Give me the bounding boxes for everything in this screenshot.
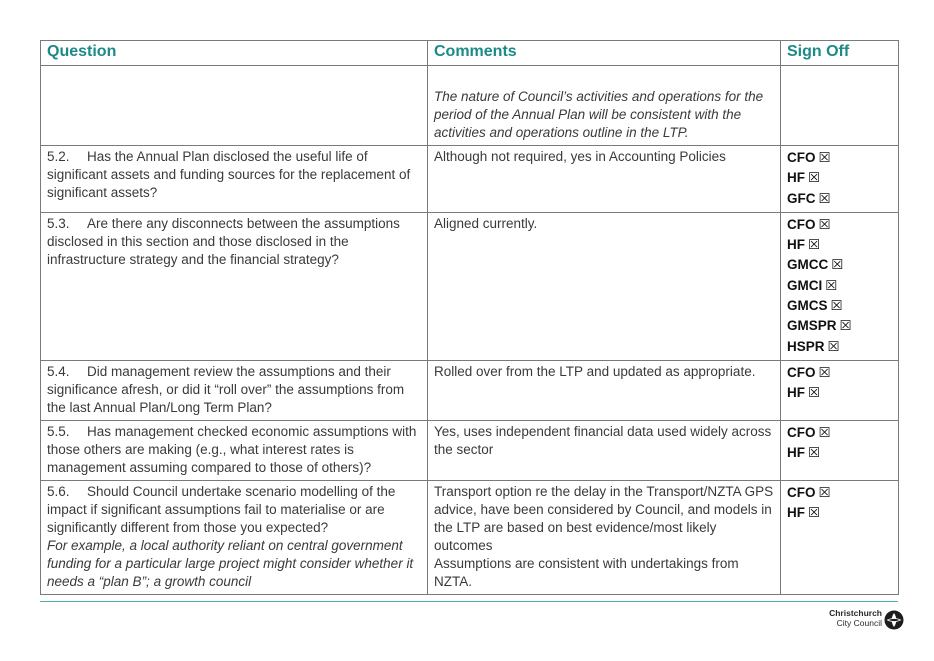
signoff-entry: [787, 443, 892, 463]
question-text: Are there any disconnects between the assumptions disclosed in this section and those disclosed in the infrastructure strategy and the financial strategy?: [47, 215, 400, 267]
signoff-entry: [787, 276, 892, 296]
table-row: [41, 480, 899, 594]
comment-text: Transport option re the delay in the Transport/NZTA GPS advice, have been considered by Council, and models in the LTP are based on best evidence/most likely outcomes: [434, 483, 774, 553]
checked-box-icon[interactable]: ☒: [827, 338, 840, 354]
table-header-row: [41, 41, 899, 66]
question-number: 5.4.: [47, 363, 70, 379]
question-number: 5.5.: [47, 423, 70, 439]
table-row: [41, 146, 899, 213]
checked-box-icon[interactable]: ☒: [808, 385, 821, 401]
checked-box-icon[interactable]: ☒: [818, 150, 831, 165]
signoff-role: GMCS: [787, 298, 828, 314]
signoff-entry: [787, 383, 892, 403]
signoff-cell: [781, 66, 899, 146]
comment-cell: [428, 212, 781, 360]
table-row: [41, 212, 899, 360]
signoff-entry: [787, 337, 892, 357]
question-cell: [41, 212, 428, 360]
checked-box-icon[interactable]: ☒: [808, 237, 821, 253]
question-cell: [41, 360, 428, 420]
checked-box-icon[interactable]: ☒: [818, 364, 831, 380]
signoff-role: HF: [787, 445, 805, 461]
footer-divider: [40, 601, 898, 602]
signoff-cell: [781, 480, 899, 594]
council-logo: [824, 609, 908, 631]
question-text: Did management review the assumptions and their significance afresh, or did it “roll over” the assumptions from the last Annual Plan/Long Term Plan?: [47, 363, 405, 415]
signoff-entry: [787, 423, 892, 443]
table-row: [41, 66, 899, 146]
signoff-role: HF: [787, 237, 805, 253]
checked-box-icon[interactable]: ☒: [825, 277, 838, 293]
checked-box-icon[interactable]: ☒: [818, 424, 831, 440]
checked-box-icon[interactable]: ☒: [839, 318, 852, 334]
signoff-role: CFO: [787, 150, 816, 165]
table-row: [41, 360, 899, 420]
comment-cell: [428, 480, 781, 594]
comment-text: Yes, uses independent financial data used widely across the sector: [434, 423, 772, 457]
signoff-cell: [781, 420, 899, 480]
comment-cell: [428, 360, 781, 420]
checked-box-icon[interactable]: ☒: [808, 505, 821, 521]
signoff-cell: [781, 360, 899, 420]
signoff-column-header: Sign Off: [781, 41, 899, 66]
signoff-entry: [787, 503, 892, 523]
christchurch-council-logo-icon: [884, 610, 904, 630]
checked-box-icon[interactable]: ☒: [818, 216, 831, 232]
comment-text: Rolled over from the LTP and updated as appropriate.: [434, 363, 756, 379]
signoff-entry: [787, 255, 892, 275]
signoff-role: HF: [787, 385, 805, 401]
logo-line-1: Christchurch: [829, 608, 882, 618]
checked-box-icon[interactable]: ☒: [818, 484, 831, 500]
question-text: Has the Annual Plan disclosed the useful life of significant assets and funding sources for the replacement of significant assets?: [47, 149, 411, 200]
logo-line-2: City Council: [836, 617, 882, 628]
signoff-role: HSPR: [787, 338, 825, 354]
question-cell: [41, 480, 428, 594]
question-number: 5.6.: [47, 483, 70, 499]
comment-text: Aligned currently.: [434, 215, 538, 231]
question-column-header: Question: [41, 41, 428, 66]
signoff-role: CFO: [787, 424, 816, 440]
signoff-entry: [787, 296, 892, 316]
signoff-role: GMSPR: [787, 318, 837, 334]
question-cell: [41, 66, 428, 146]
comment-cell: [428, 146, 781, 213]
checked-box-icon[interactable]: ☒: [830, 298, 843, 314]
question-number: 5.3.: [47, 215, 70, 231]
signoff-entry: [787, 363, 892, 383]
question-text: Should Council undertake scenario modelling of the impact if significant assumptions fail to materialise or are significantly different from those you expected?: [47, 483, 396, 535]
signoff-entry: [787, 189, 892, 209]
comment-cell: [428, 420, 781, 480]
signoff-entry: [787, 148, 892, 168]
question-cell: [41, 420, 428, 480]
signoff-role: HF: [787, 170, 805, 186]
comment-text: Although not required, yes in Accounting Policies: [434, 149, 726, 164]
question-text: Has management checked economic assumptions with those others are making (e.g., what interest rates is management assuming compared to those of others)?: [47, 423, 417, 475]
intro-comment: The nature of Council’s activities and operations for the period of the Annual Plan will be consistent with the activities and operations outline in the LTP.: [434, 89, 764, 140]
signoff-entry: [787, 316, 892, 336]
signoff-role: CFO: [787, 364, 816, 380]
signoff-role: GFC: [787, 190, 816, 206]
checked-box-icon[interactable]: ☒: [808, 445, 821, 461]
checked-box-icon[interactable]: ☒: [808, 170, 821, 186]
signoff-role: CFO: [787, 216, 816, 232]
question-cell: [41, 146, 428, 213]
assumptions-checklist-table: [40, 40, 899, 595]
comment-text-secondary: Assumptions are consistent with undertakings from NZTA.: [434, 555, 739, 589]
signoff-entry: [787, 483, 892, 503]
comment-cell: [428, 66, 781, 146]
checked-box-icon[interactable]: ☒: [831, 257, 844, 273]
question-number: 5.2.: [47, 149, 70, 164]
signoff-role: HF: [787, 505, 805, 521]
table-row: [41, 420, 899, 480]
signoff-entry: [787, 168, 892, 188]
signoff-role: CFO: [787, 484, 816, 500]
signoff-role: GMCI: [787, 277, 823, 293]
signoff-entry: [787, 215, 892, 235]
question-note: For example, a local authority reliant on central government funding for a particular large project might consider whether it needs a “plan B”; a growth council: [47, 537, 414, 589]
comments-column-header: Comments: [428, 41, 781, 66]
signoff-cell: [781, 146, 899, 213]
signoff-cell: [781, 212, 899, 360]
signoff-entry: [787, 235, 892, 255]
signoff-role: GMCC: [787, 257, 829, 273]
logo-wordmark: [824, 609, 882, 628]
checked-box-icon[interactable]: ☒: [818, 190, 831, 206]
